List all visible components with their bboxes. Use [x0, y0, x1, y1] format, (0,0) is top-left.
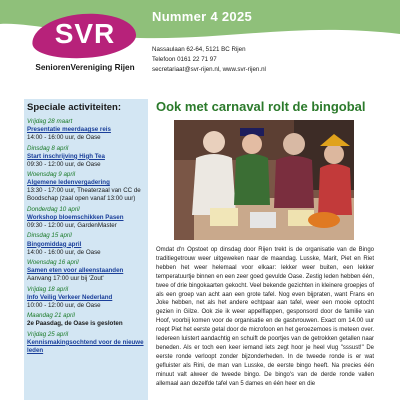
- event-date: Vrijdag 25 april: [27, 330, 69, 338]
- list-item: [27, 171, 149, 203]
- phone-line: Telefoon 0161 22 71 97: [152, 56, 217, 63]
- issue-title: Nummer 4 2025: [152, 9, 253, 24]
- svr-logo: [26, 14, 144, 76]
- event-info: 14:00 - 16:00 uur, de Oase: [27, 134, 101, 142]
- list-item: [27, 312, 149, 328]
- logo-text: SVR: [54, 18, 116, 49]
- activities-list: [27, 118, 149, 357]
- event-link[interactable]: Workshop bloemschikken Pasen: [27, 213, 124, 221]
- event-info: 09:30 - 12:00 uur, GardenMaster: [27, 222, 117, 230]
- list-item: [27, 206, 149, 230]
- event-date: Dinsdag 15 april: [27, 232, 72, 240]
- list-item: [27, 232, 149, 256]
- event-date: Donderdag 10 april: [27, 205, 80, 213]
- bingo-photo: [174, 120, 354, 240]
- email-line: secretariaat@svr-rijen.nl, www.svr-rijen.nl: [152, 66, 266, 73]
- logo-subtitle: SeniorenVereniging Rijen: [35, 63, 135, 72]
- event-date: Dinsdag 8 april: [27, 144, 69, 152]
- list-item: [27, 259, 149, 283]
- article-title: Ook met carnaval rolt de bingobal: [156, 99, 366, 114]
- event-date: Maandag 21 april: [27, 312, 75, 320]
- list-item: [27, 145, 149, 169]
- article-body: Omdat d'n Opstoet op dinsdag door Rijen trekt is de organisatie van de Bingo traditiegetrouw weer uitgeweken naar de maandag. Lusske, Marit, Piet en Riet hebben het weer helemaal voor elkaar: lekker weer buiten, een lekker temperatuurtje binnen en een zeer goed gevulde Oase. Zestig leden hebben één, twee of drie bingokaarten gekocht. Veel bekende gezichten in kleinere groepjes of als een groep van acht aan een grote tafel. Nog even bijpraten, want Frans en Joke hebben, net als het andere echtpaar aan tafel, weer een mooie optocht gezien in Gilze. Ook zie ik weer appelflappen, gesponsord door de familie van Hoof, voorbij komen voor de organisatie en de gastvrouwen. Exact om 14.00 uur roept Piet het eerste getal door de microfoon en het geroezemoes is meteen over. Iedereen luistert aandachtig en schuift de poortjes van de getrokken getallen naar beneden. Als er toch een keer iemand iets zegt hoor je heel vlug "sssust!" De eerste ronde verloopt zonder bijzonderheden. In de tweede ronde is er wat gefluister als Rini, de man van Lusske, de eerste bingo heeft. Na precies één minuut valt alweer de tweede bingo. De bingo's van de derde ronde vallen allemaal aan dezelfde tafel van 5 dames en één heer en die: [156, 247, 374, 387]
- event-date: Vrijdag 28 maart: [27, 118, 73, 125]
- list-item: [27, 331, 149, 355]
- contact-block: [152, 45, 266, 75]
- address-line: Nassaulaan 62-64, 5121 BC Rijen: [152, 46, 246, 53]
- event-link[interactable]: Algemene ledenvergadering: [27, 179, 110, 187]
- event-link[interactable]: Samen eten voor alleenstaanden: [27, 267, 124, 275]
- event-date: Woensdag 9 april: [27, 171, 76, 179]
- event-link[interactable]: Kennismakingsochtend voor de nieuwe leden: [27, 338, 144, 354]
- event-link[interactable]: Start inschrijving High Tea: [27, 152, 105, 160]
- event-info: 09:30 - 12:00 uur, de Oase: [27, 160, 101, 168]
- list-item: [27, 286, 149, 310]
- sidebar-title: Speciale activiteiten:: [27, 102, 121, 113]
- event-link[interactable]: Presentatie meerdaagse reis: [27, 126, 111, 134]
- activities-sidebar: [24, 99, 148, 400]
- event-info: 14:00 - 16:00 uur, de Oase: [27, 248, 101, 256]
- event-notice: 2e Paasdag, de Oase is gesloten: [27, 320, 123, 328]
- event-date: Woensdag 16 april: [27, 258, 79, 266]
- event-info: 13:30 - 17:00 uur, Theaterzaal van CC de Boodschap (zaal open vanaf 13:00 uur): [27, 187, 141, 203]
- event-link[interactable]: Bingomiddag april: [27, 240, 82, 248]
- event-date: Vrijdag 18 april: [27, 285, 69, 293]
- event-info: Aanvang 17:00 uur bij 'Zout': [27, 275, 104, 283]
- list-item: [27, 118, 149, 142]
- event-link[interactable]: Info Veilig Verkeer Nederland: [27, 293, 113, 301]
- event-info: 10:00 - 12:00 uur, de Oase: [27, 301, 101, 309]
